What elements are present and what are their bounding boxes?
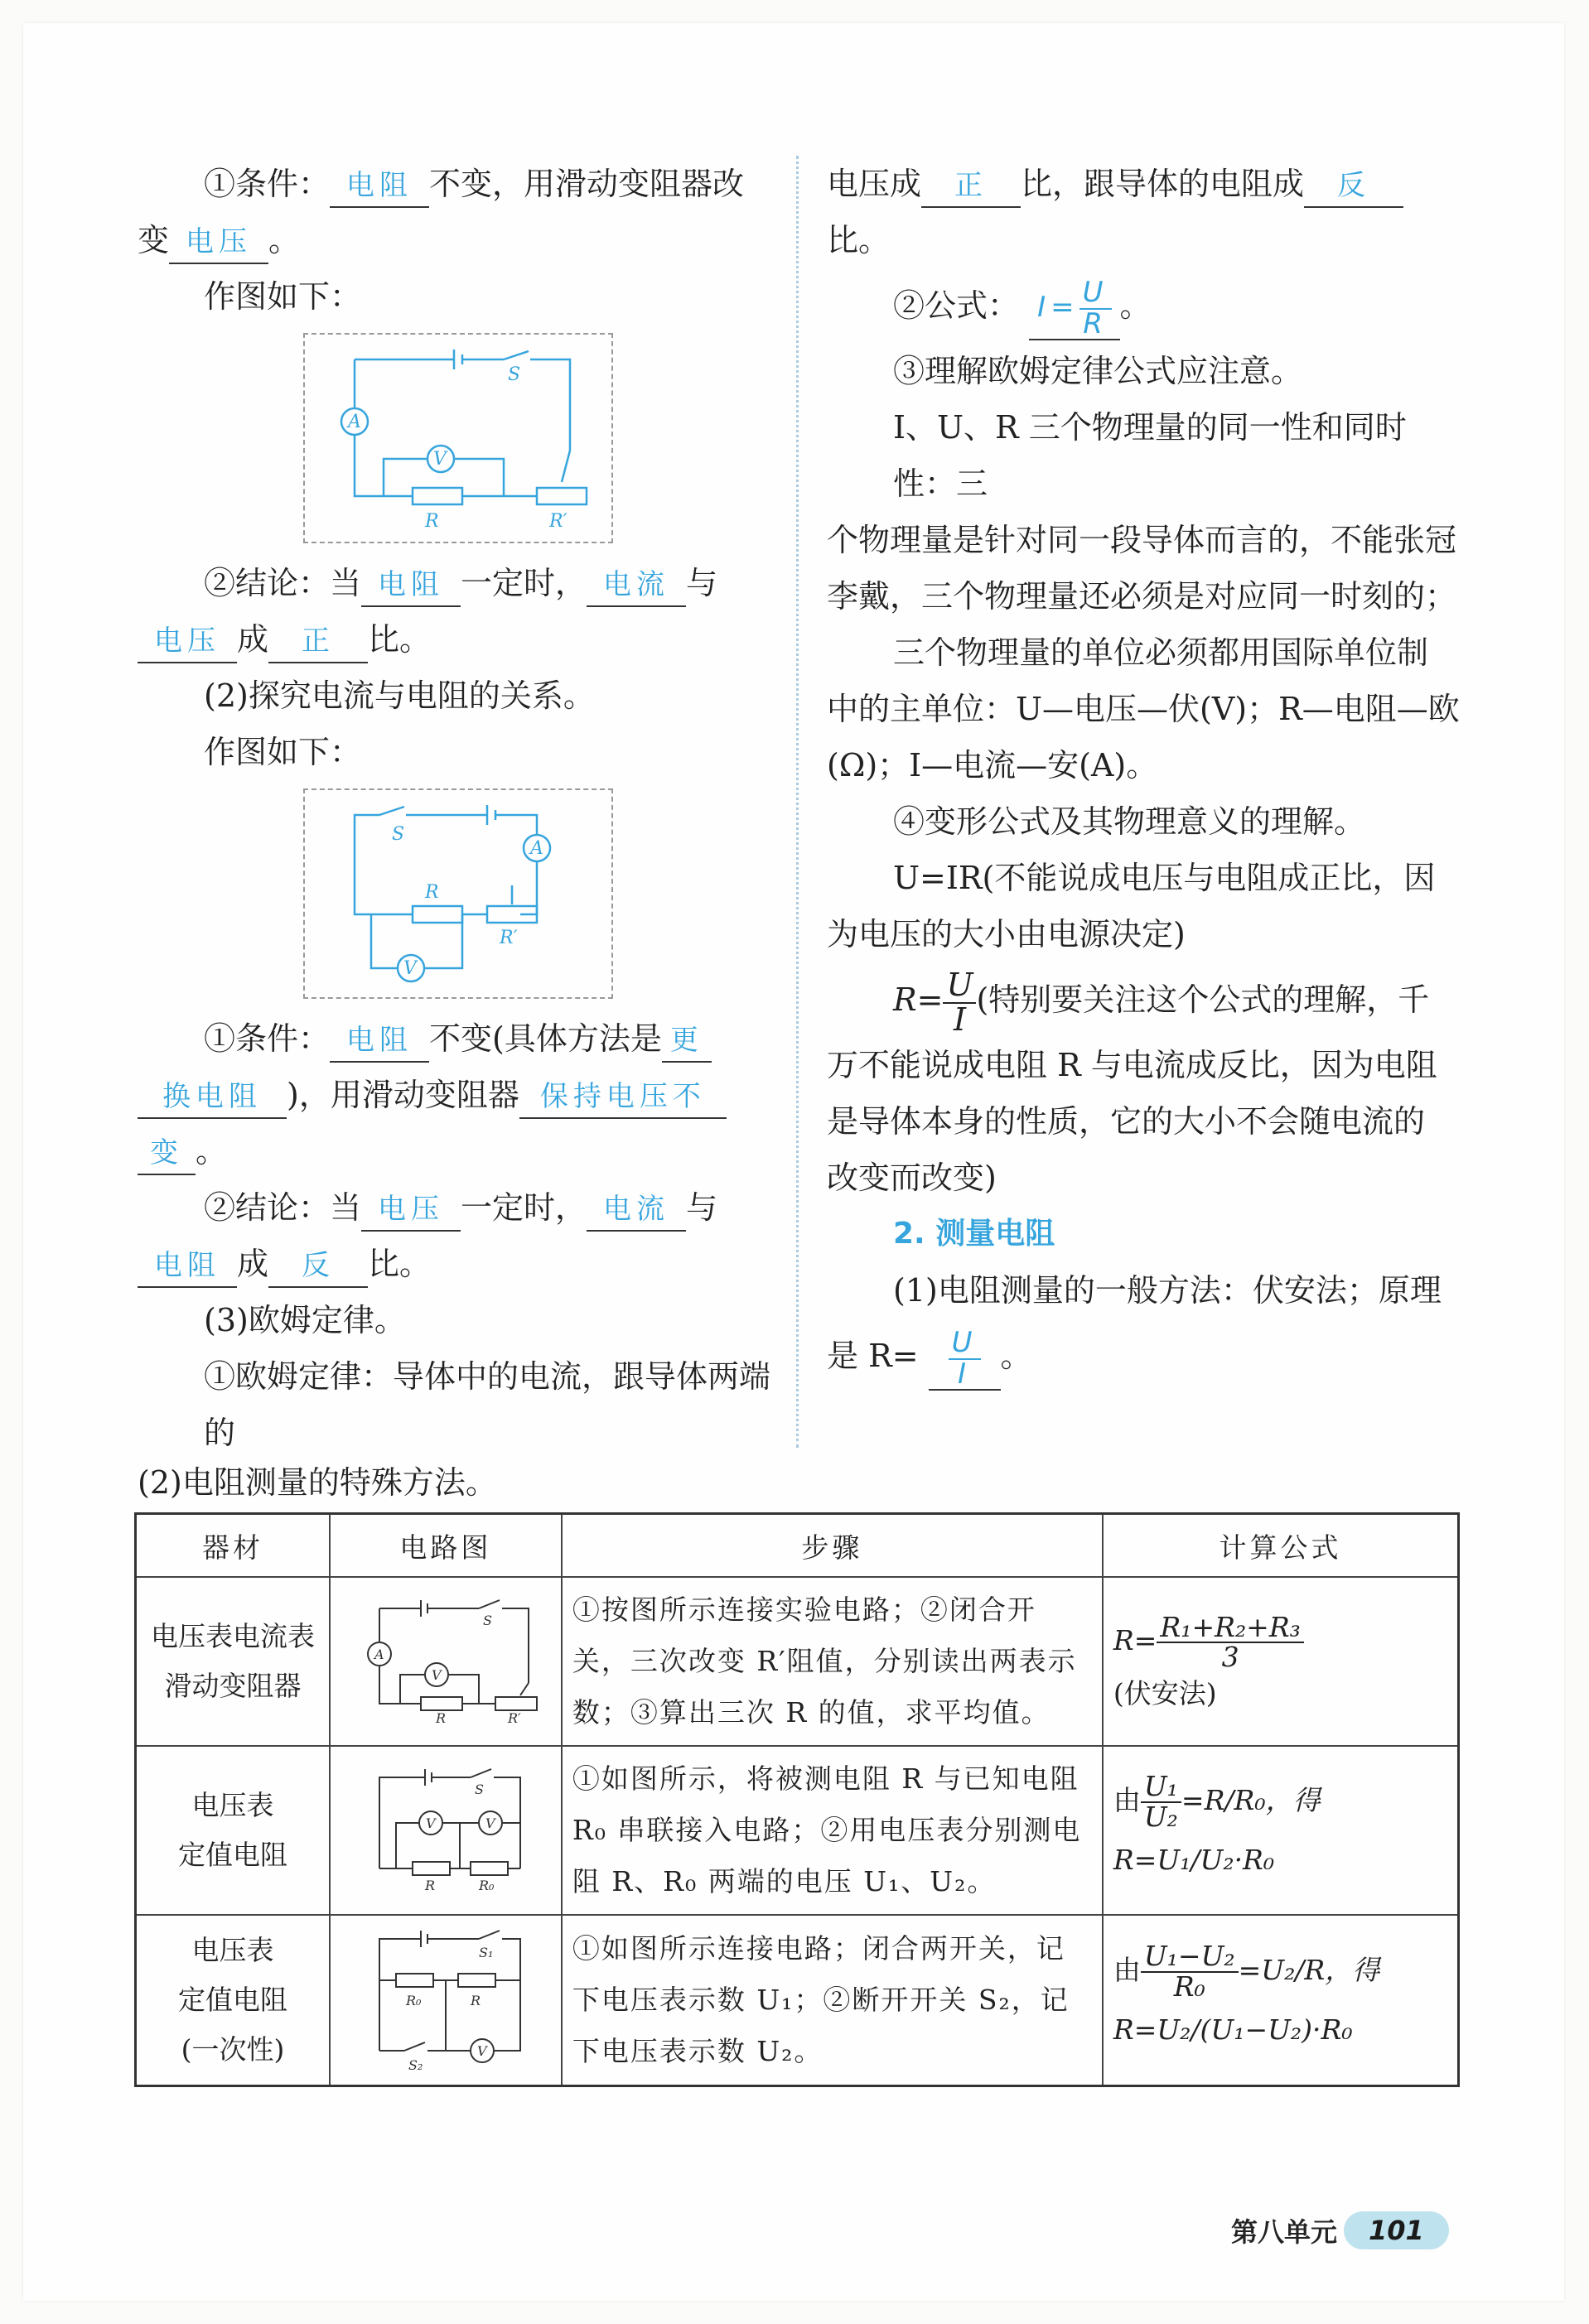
svg-text:R₀: R₀ [405, 1993, 422, 2008]
answer-blank: 电阻 [138, 1245, 237, 1288]
text: 一定时， [461, 1189, 587, 1226]
text: 。 [268, 222, 301, 258]
text: 比。 [368, 1246, 432, 1282]
answer-blank: 变 [138, 1132, 196, 1175]
text: 比。 [827, 222, 891, 258]
numerator: U₁ [1141, 1772, 1181, 1803]
paragraph: 是导体本身的性质，它的大小不会随电流的 [827, 1103, 1426, 1140]
svg-text:V: V [476, 2043, 487, 2059]
denominator: I [953, 1000, 966, 1038]
text: ②结论：当 [204, 1189, 362, 1226]
equipment-line: 定值电阻 [177, 1839, 287, 1871]
denominator: 3 [1221, 1641, 1239, 1674]
paragraph: I、U、R 三个物理量的同一性和同时性：三 [893, 409, 1407, 502]
text: ②结论：当 [204, 565, 362, 601]
text: )，用滑动变阻器 [287, 1077, 519, 1113]
table-circuit-2 [346, 1761, 545, 1893]
column-header: 步骤 [562, 1514, 1103, 1578]
paragraph: 改变而改变) [827, 1160, 997, 1196]
text: ①条件： [204, 166, 331, 202]
svg-text:R′: R′ [507, 1710, 521, 1724]
paragraph [138, 156, 775, 212]
table-circuit-1 [346, 1592, 545, 1724]
equipment-cell [136, 1746, 330, 1915]
text: 比，跟导体的电阻成 [1021, 166, 1305, 202]
paragraph: (3)欧姆定律。 [204, 1302, 406, 1338]
steps-cell: ①如图所示连接电路；闭合两开关，记下电压表示数 U₁；②断开开关 S₂，记下电压表示数 U₂。 [562, 1915, 1103, 2086]
answer-blank: 换电阻 [138, 1076, 287, 1119]
text: ②公式： [893, 287, 1020, 324]
svg-text:V: V [433, 449, 447, 470]
paragraph: ①欧姆定律：导体中的电流，跟导体两端的 [204, 1358, 771, 1451]
svg-text:V: V [431, 1667, 442, 1683]
paragraph: 作图如下： [204, 278, 362, 315]
text: 。 [196, 1133, 228, 1169]
circuit-cell [330, 1915, 562, 2086]
answer-blank: 电流 [587, 1189, 686, 1232]
svg-text:R: R [425, 511, 439, 532]
paragraph [138, 212, 775, 268]
denominator: U₂ [1143, 1800, 1178, 1833]
equipment-cell [136, 1915, 330, 2086]
table-header-row [136, 1514, 1459, 1578]
column-header: 器材 [136, 1514, 330, 1578]
numerator: R₁+R₂+R₃ [1157, 1613, 1304, 1644]
fraction [949, 1325, 981, 1391]
answer-blank: 反 [1304, 165, 1403, 208]
equipment-line: (一次性) [181, 2033, 285, 2066]
paragraph: (2)探究电流与电阻的关系。 [204, 677, 595, 714]
formula [1113, 1612, 1447, 1672]
formula-I: I [1037, 291, 1051, 324]
column-divider [796, 156, 799, 1448]
answer-blank: 反 [268, 1245, 368, 1288]
circuit-diagram-2-svg [305, 790, 611, 997]
svg-text:V: V [425, 1815, 436, 1831]
equipment-line: 电压表 [191, 1934, 274, 1966]
paragraph [138, 1010, 775, 1067]
svg-text:S: S [508, 364, 521, 385]
svg-text:A: A [530, 838, 543, 859]
numerator: U [949, 1328, 981, 1360]
column-header: 计算公式 [1103, 1514, 1459, 1578]
fraction [1141, 1772, 1181, 1831]
answer-blank: 正 [921, 165, 1021, 208]
fraction [943, 966, 976, 1038]
text: 成 [237, 621, 269, 658]
svg-text:R₀: R₀ [478, 1878, 495, 1893]
steps-cell: ①按图所示连接实验电路；②闭合开关，三次改变 R′阻值，分别读出两表示数；③算出三次 R 的值，求平均值。 [562, 1577, 1103, 1746]
section-heading: 2. 测量电阻 [893, 1217, 1055, 1251]
text: 与 [686, 565, 718, 601]
formula-rest: =U₂/R，得 R=U₂/(U₁−U₂)·R₀ [1113, 1953, 1380, 2047]
svg-text:S₁: S₁ [478, 1945, 494, 1960]
paragraph: U=IR(不能说成电压与电阻成正比，因 [893, 860, 1436, 896]
paragraph: 李戴，三个物理量还必须是对应同一时刻的； [827, 578, 1457, 615]
page-number: 101 [1344, 2211, 1449, 2249]
svg-text:R′: R′ [500, 928, 518, 948]
steps-cell: ①如图所示，将被测电阻 R 与已知电阻 R₀ 串联接入电路；②用电压表分别测电阻 R、R₀ 两端的电压 U₁、U₂。 [562, 1746, 1103, 1915]
circuit-diagram-2 [303, 788, 613, 999]
svg-text:R: R [424, 1878, 435, 1893]
equipment-line: 定值电阻 [177, 1984, 287, 2016]
numerator: U [1079, 278, 1112, 310]
formula [1113, 1941, 1447, 2060]
svg-text:S: S [392, 824, 405, 845]
answer-blank: 电阻 [361, 564, 461, 607]
formula-lhs: R= [1113, 1624, 1157, 1657]
answer-blank: 电阻 [330, 1020, 429, 1063]
paragraph: 作图如下： [204, 734, 362, 770]
paragraph: 为电压的大小由电源决定) [827, 916, 1186, 952]
paragraph: 个物理量是针对同一段导体而言的，不能张冠 [827, 522, 1457, 558]
paragraph: (2)电阻测量的特殊方法。 [138, 1464, 497, 1501]
text: 成 [237, 1246, 269, 1282]
svg-text:R: R [425, 882, 439, 903]
svg-text:V: V [403, 958, 417, 979]
text: 。 [1000, 1338, 1032, 1374]
formula [1113, 1772, 1447, 1890]
answer-blank: 电流 [587, 564, 686, 607]
paragraph [138, 611, 775, 668]
formula-eq: = [1050, 291, 1079, 324]
circuit-diagram-1 [303, 333, 613, 543]
svg-text:V: V [485, 1815, 495, 1831]
formula-note: (伏安法) [1113, 1676, 1217, 1709]
text: 变 [138, 222, 170, 258]
denominator: R [1083, 306, 1108, 340]
text: 不变，用滑动变阻器改 [429, 166, 745, 202]
svg-text:S: S [474, 1782, 484, 1797]
equipment-line: 电压表电流表 [150, 1620, 315, 1652]
left-column [138, 156, 775, 1461]
answer-blank: 电压 [138, 620, 237, 663]
formula-cell [1103, 1746, 1459, 1915]
svg-text:S: S [482, 1613, 492, 1628]
svg-text:S₂: S₂ [408, 2057, 423, 2071]
formula-cell [1103, 1577, 1459, 1746]
svg-text:A: A [374, 1647, 384, 1662]
answer-blank: 更 [662, 1020, 712, 1063]
numerator: U₁−U₂ [1141, 1942, 1239, 1973]
answer-blank: 正 [268, 620, 368, 663]
paragraph: (1)电阻测量的一般方法：伏安法；原理 [893, 1272, 1442, 1309]
paragraph [138, 1236, 775, 1292]
circuit-cell [330, 1577, 562, 1746]
text: ①条件： [204, 1020, 331, 1057]
formula-rest: =R/R₀，得 R=U₁/U₂·R₀ [1113, 1783, 1321, 1877]
text: 比。 [368, 621, 432, 658]
fraction [1141, 1942, 1239, 2001]
paragraph [827, 1319, 1465, 1393]
svg-text:R′: R′ [549, 511, 568, 532]
text: 。 [1119, 287, 1152, 324]
text: 不变(具体方法是 [429, 1020, 662, 1057]
answer-blank: 电阻 [330, 165, 429, 208]
equipment-line: 电压表 [191, 1789, 274, 1821]
table-row [136, 1577, 1459, 1746]
right-column [827, 156, 1465, 1393]
formula-lhs: 由 [1113, 1953, 1141, 1986]
formula-blank [1029, 275, 1119, 340]
paragraph [138, 1067, 775, 1123]
numerator: U [943, 969, 976, 1004]
paragraph [138, 1179, 775, 1236]
circuit-diagram-1-svg [305, 335, 611, 542]
page-footer [1231, 2211, 1449, 2256]
table-row [136, 1915, 1459, 2086]
text: 一定时， [461, 565, 587, 601]
paragraph: 三个物理量的单位必须都用国际单位制 [893, 634, 1429, 671]
paragraph [827, 962, 1465, 1037]
answer-blank: 保持电压不 [519, 1076, 727, 1119]
page [23, 23, 1564, 2301]
fraction [1157, 1610, 1304, 1674]
svg-text:A: A [348, 412, 361, 432]
formula-lhs: 由 [1113, 1783, 1141, 1816]
text: 与 [686, 1189, 718, 1226]
formula-cell [1103, 1915, 1459, 2086]
paragraph: ③理解欧姆定律公式应注意。 [893, 353, 1303, 389]
denominator: R₀ [1173, 1970, 1205, 2003]
answer-blank: 电压 [169, 221, 268, 264]
paragraph: (Ω)；I—电流—安(A)。 [827, 747, 1158, 784]
paragraph [138, 1123, 775, 1179]
measurement-methods-table [134, 1512, 1460, 2087]
paragraph: 中的主单位：U—电压—伏(V)；R—电阻—欧 [827, 691, 1460, 727]
denominator: I [958, 1357, 972, 1391]
svg-text:R: R [435, 1710, 446, 1724]
table-circuit-3 [346, 1922, 545, 2071]
text: (特别要关注这个公式的理解，千 [976, 981, 1430, 1018]
table-row [136, 1746, 1459, 1915]
answer-blank: 电压 [361, 1189, 461, 1232]
paragraph: 万不能说成电阻 R 与电流成反比，因为电阻 [827, 1047, 1437, 1083]
circuit-cell [330, 1746, 562, 1915]
equipment-line: 滑动变阻器 [164, 1670, 302, 1702]
paragraph [138, 555, 775, 611]
text: R= [893, 981, 944, 1018]
paragraph: ④变形公式及其物理意义的理解。 [893, 803, 1366, 840]
fraction [1079, 275, 1112, 340]
paragraph [827, 156, 1465, 268]
text: 电压成 [827, 166, 922, 202]
column-header: 电路图 [330, 1514, 562, 1578]
svg-text:R: R [470, 1993, 481, 2008]
text: 是 R= [827, 1338, 919, 1374]
formula-blank [929, 1325, 1001, 1391]
unit-label: 第八单元 [1231, 2216, 1338, 2248]
paragraph [827, 268, 1465, 343]
equipment-cell [136, 1577, 330, 1746]
